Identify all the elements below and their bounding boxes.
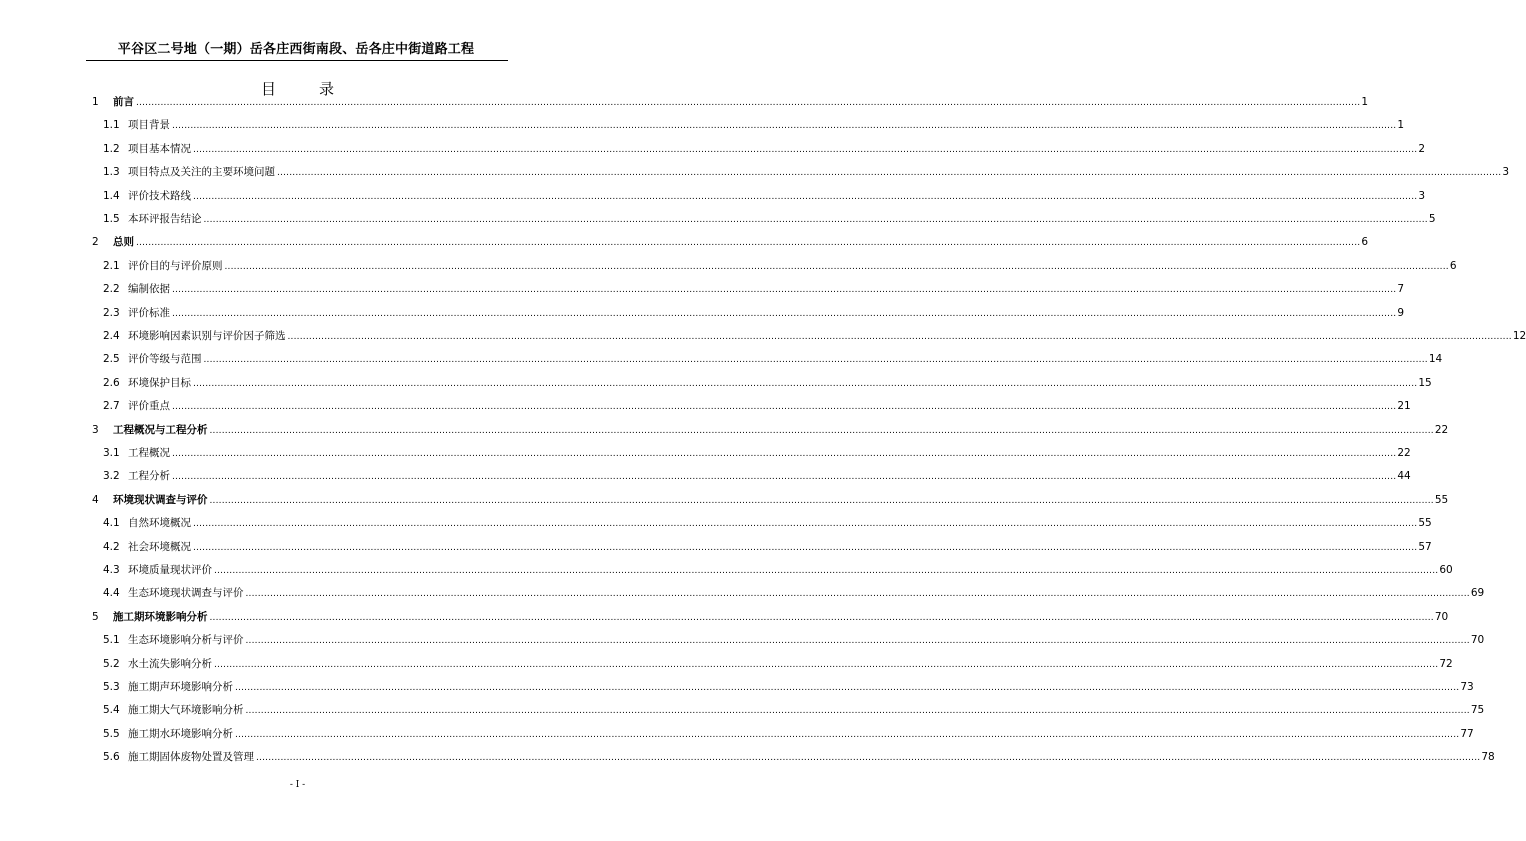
toc-entry-page: 57 [1418,540,1432,553]
toc-chapter-entry[interactable] [92,94,1369,110]
toc-dot-leader: ................................................................................................................................................................................................................................................................................................................................................................................................................ [172,308,1397,319]
toc-entry-title: 施工期声环境影响分析 [128,681,233,693]
toc-dot-leader: ................................................................................................................................................................................................................................................................................................................................................................................................................ [245,706,1470,717]
toc-entry-number: 5 [92,610,99,623]
toc-entry-title: 环境保护目标 [128,376,191,389]
toc-entry-number: 2.1 [103,259,120,272]
toc-entry-number: 4.3 [103,564,120,576]
toc-entry-title: 环境现状调查与评价 [113,493,208,506]
toc-entry-page: 7 [1397,283,1405,296]
toc-dot-leader: ................................................................................................................................................................................................................................................................................................................................................................................................................ [193,542,1418,553]
toc-section-entry[interactable] [103,281,1405,297]
toc-entry-number: 2.6 [103,376,120,389]
toc-entry-title: 环境质量现状评价 [128,564,212,576]
toc-entry-page: 6 [1361,236,1369,249]
toc-dot-leader: ................................................................................................................................................................................................................................................................................................................................................................................................................ [256,753,1481,764]
toc-entry-page: 70 [1434,610,1449,623]
toc-entry-title: 工程概况 [128,447,170,459]
toc-entry-page: 1 [1361,96,1369,108]
toc-entry-title: 自然环境概况 [128,517,191,530]
toc-entry-title: 施工期固体废物处置及管理 [128,751,254,764]
toc-entry-number: 4.2 [103,540,120,553]
toc-entry-page: 2 [1418,142,1426,155]
toc-entry-title: 本环评报告结论 [128,213,202,225]
toc-entry-page: 12 [1512,330,1526,342]
toc-entry-page: 22 [1434,423,1449,436]
toc-entry-number: 5.3 [103,681,120,693]
toc-entry-page: 6 [1449,259,1457,272]
toc-entry-page: 70 [1470,634,1485,647]
toc-entry-title: 前言 [113,96,134,108]
toc-dot-leader: ................................................................................................................................................................................................................................................................................................................................................................................................................ [209,612,1434,623]
toc-entry-number: 1.2 [103,142,120,155]
toc-entry-page: 77 [1460,727,1474,740]
toc-dot-leader: ................................................................................................................................................................................................................................................................................................................................................................................................................ [172,449,1397,459]
toc-entry-title: 评价重点 [128,400,170,413]
toc-entry-page: 69 [1470,587,1485,600]
toc-entry-number: 4.1 [103,517,120,530]
toc-entry-page: 55 [1434,493,1449,506]
toc-dot-leader: ................................................................................................................................................................................................................................................................................................................................................................................................................ [172,402,1397,413]
page-number: - I - [289,780,306,790]
toc-section-entry[interactable] [103,164,1510,180]
toc-entry-number: 5.4 [103,704,120,717]
toc-dot-leader: ................................................................................................................................................................................................................................................................................................................................................................................................................ [224,261,1449,272]
toc-entry-title: 施工期大气环境影响分析 [128,704,244,717]
toc-entry-title: 项目特点及关注的主要环境问题 [128,166,275,179]
toc-entry-title: 评价目的与评价原则 [128,259,223,272]
toc-entry-number: 5.6 [103,751,120,764]
toc-entry-title: 项目背景 [128,119,170,132]
toc-dot-leader: ................................................................................................................................................................................................................................................................................................................................................................................................................ [235,729,1460,740]
toc-entry-page: 3 [1502,166,1510,179]
toc-chapter-entry[interactable] [92,609,1449,625]
toc-entry-title: 项目基本情况 [128,142,191,155]
toc-entry-title: 施工期水环境影响分析 [128,727,233,740]
toc-entry-number: 5.5 [103,727,120,740]
toc-section-entry[interactable] [103,656,1453,672]
toc-entry-number: 5.1 [103,634,120,647]
toc-entry-page: 44 [1397,470,1411,483]
toc-entry-number: 2.4 [103,330,120,342]
toc-dot-leader: ................................................................................................................................................................................................................................................................................................................................................................................................................ [277,168,1502,179]
toc-entry-number: 2.3 [103,306,120,319]
toc-dot-leader: ................................................................................................................................................................................................................................................................................................................................................................................................................ [193,191,1418,202]
toc-entry-page: 14 [1428,353,1443,366]
toc-dot-leader: ................................................................................................................................................................................................................................................................................................................................................................................................................ [193,144,1418,155]
toc-dot-leader: ................................................................................................................................................................................................................................................................................................................................................................................................................ [172,472,1397,483]
toc-section-entry[interactable] [103,258,1457,274]
toc-entry-page: 72 [1439,657,1453,670]
toc-dot-leader: ................................................................................................................................................................................................................................................................................................................................................................................................................ [172,121,1397,132]
toc-entry-number: 1.3 [103,166,120,179]
toc-entry-page: 9 [1397,306,1405,319]
toc-entry-page: 60 [1439,564,1453,576]
toc-entry-page: 1 [1397,119,1405,132]
toc-dot-leader: ................................................................................................................................................................................................................................................................................................................................................................................................................ [214,566,1439,576]
toc-entry-page: 55 [1418,517,1432,530]
toc-entry-title: 施工期环境影响分析 [113,610,208,623]
toc-section-entry[interactable] [103,398,1411,414]
toc-entry-page: 73 [1460,681,1474,693]
toc-dot-leader: ................................................................................................................................................................................................................................................................................................................................................................................................................ [203,215,1428,225]
toc-entry-title: 社会环境概况 [128,540,191,553]
toc-entry-page: 75 [1470,704,1485,717]
toc-section-entry[interactable] [103,351,1443,367]
toc-entry-title: 水土流失影响分析 [128,657,212,670]
toc-section-entry[interactable] [103,679,1474,695]
toc-dot-leader: ................................................................................................................................................................................................................................................................................................................................................................................................................ [172,285,1397,296]
toc-dot-leader: ................................................................................................................................................................................................................................................................................................................................................................................................................ [209,425,1434,436]
toc-section-entry[interactable] [103,211,1436,227]
toc-dot-leader: ................................................................................................................................................................................................................................................................................................................................................................................................................ [214,659,1439,670]
toc-section-entry[interactable] [103,445,1411,461]
toc-entry-title: 总则 [113,236,134,249]
toc-entry-page: 22 [1397,447,1411,459]
toc-entry-number: 3.2 [103,470,120,483]
toc-entry-title: 编制依据 [128,283,170,296]
toc-dot-leader: ................................................................................................................................................................................................................................................................................................................................................................................................................ [203,355,1428,366]
toc-dot-leader: ................................................................................................................................................................................................................................................................................................................................................................................................................ [193,378,1418,389]
toc-entry-page: 15 [1418,376,1432,389]
toc-entry-title: 环境影响因素识别与评价因子筛选 [128,330,286,342]
toc-entry-number: 3.1 [103,447,120,459]
toc-entry-number: 1.5 [103,213,120,225]
toc-entry-number: 2 [92,236,99,249]
toc-entry-title: 评价标准 [128,306,170,319]
toc-section-entry[interactable] [103,702,1485,718]
toc-chapter-entry[interactable] [92,492,1449,508]
toc-entry-number: 5.2 [103,657,120,670]
toc-entry-title: 工程概况与工程分析 [113,423,208,436]
toc-chapter-entry[interactable] [92,422,1449,438]
toc-dot-leader: ................................................................................................................................................................................................................................................................................................................................................................................................................ [193,519,1418,530]
toc-dot-leader: ................................................................................................................................................................................................................................................................................................................................................................................................................ [245,636,1470,647]
toc-section-entry[interactable] [103,328,1526,344]
header-divider [86,60,508,61]
toc-section-entry[interactable] [103,375,1432,391]
toc-entry-page: 3 [1418,189,1426,202]
toc-chapter-entry[interactable] [92,234,1369,250]
toc-section-entry[interactable] [103,585,1485,601]
toc-section-entry[interactable] [103,141,1426,157]
toc-dot-leader: ................................................................................................................................................................................................................................................................................................................................................................................................................ [287,332,1512,342]
toc-section-entry[interactable] [103,539,1432,555]
toc-dot-leader: ................................................................................................................................................................................................................................................................................................................................................................................................................ [209,495,1434,506]
toc-entry-number: 2.2 [103,283,120,296]
toc-section-entry[interactable] [103,726,1474,742]
toc-section-entry[interactable] [103,515,1432,531]
toc-dot-leader: ................................................................................................................................................................................................................................................................................................................................................................................................................ [245,589,1470,600]
toc-entry-title: 生态环境现状调查与评价 [128,587,244,600]
toc-section-entry[interactable] [103,188,1426,204]
toc-entry-number: 1.4 [103,189,120,202]
toc-entry-number: 1 [92,96,99,108]
toc-dot-leader: ................................................................................................................................................................................................................................................................................................................................................................................................................ [235,683,1460,693]
toc-entry-number: 2.5 [103,353,120,366]
toc-section-entry[interactable] [103,562,1453,578]
toc-section-entry[interactable] [103,305,1405,321]
page-header-title: 平谷区二号地（一期）岳各庄西街南段、岳各庄中街道路工程 [117,42,475,57]
toc-entry-number: 4.4 [103,587,120,600]
toc-section-entry[interactable] [103,117,1405,133]
toc-title: 目 录 [260,80,348,98]
toc-section-entry[interactable] [103,749,1495,765]
toc-entry-title: 工程分析 [128,470,170,483]
toc-entry-number: 4 [92,493,99,506]
toc-entry-number: 2.7 [103,400,120,413]
toc-entry-title: 评价技术路线 [128,189,191,202]
toc-dot-leader: ................................................................................................................................................................................................................................................................................................................................................................................................................ [136,238,1361,249]
toc-entry-number: 1.1 [103,119,120,132]
toc-entry-page: 5 [1428,213,1436,225]
toc-entry-page: 21 [1397,400,1411,413]
toc-entry-title: 评价等级与范围 [128,353,202,366]
toc-entry-page: 78 [1481,751,1495,764]
toc-entry-number: 3 [92,423,99,436]
toc-entry-title: 生态环境影响分析与评价 [128,634,244,647]
toc-section-entry[interactable] [103,468,1411,484]
toc-dot-leader: ................................................................................................................................................................................................................................................................................................................................................................................................................ [136,98,1361,108]
toc-section-entry[interactable] [103,632,1485,648]
